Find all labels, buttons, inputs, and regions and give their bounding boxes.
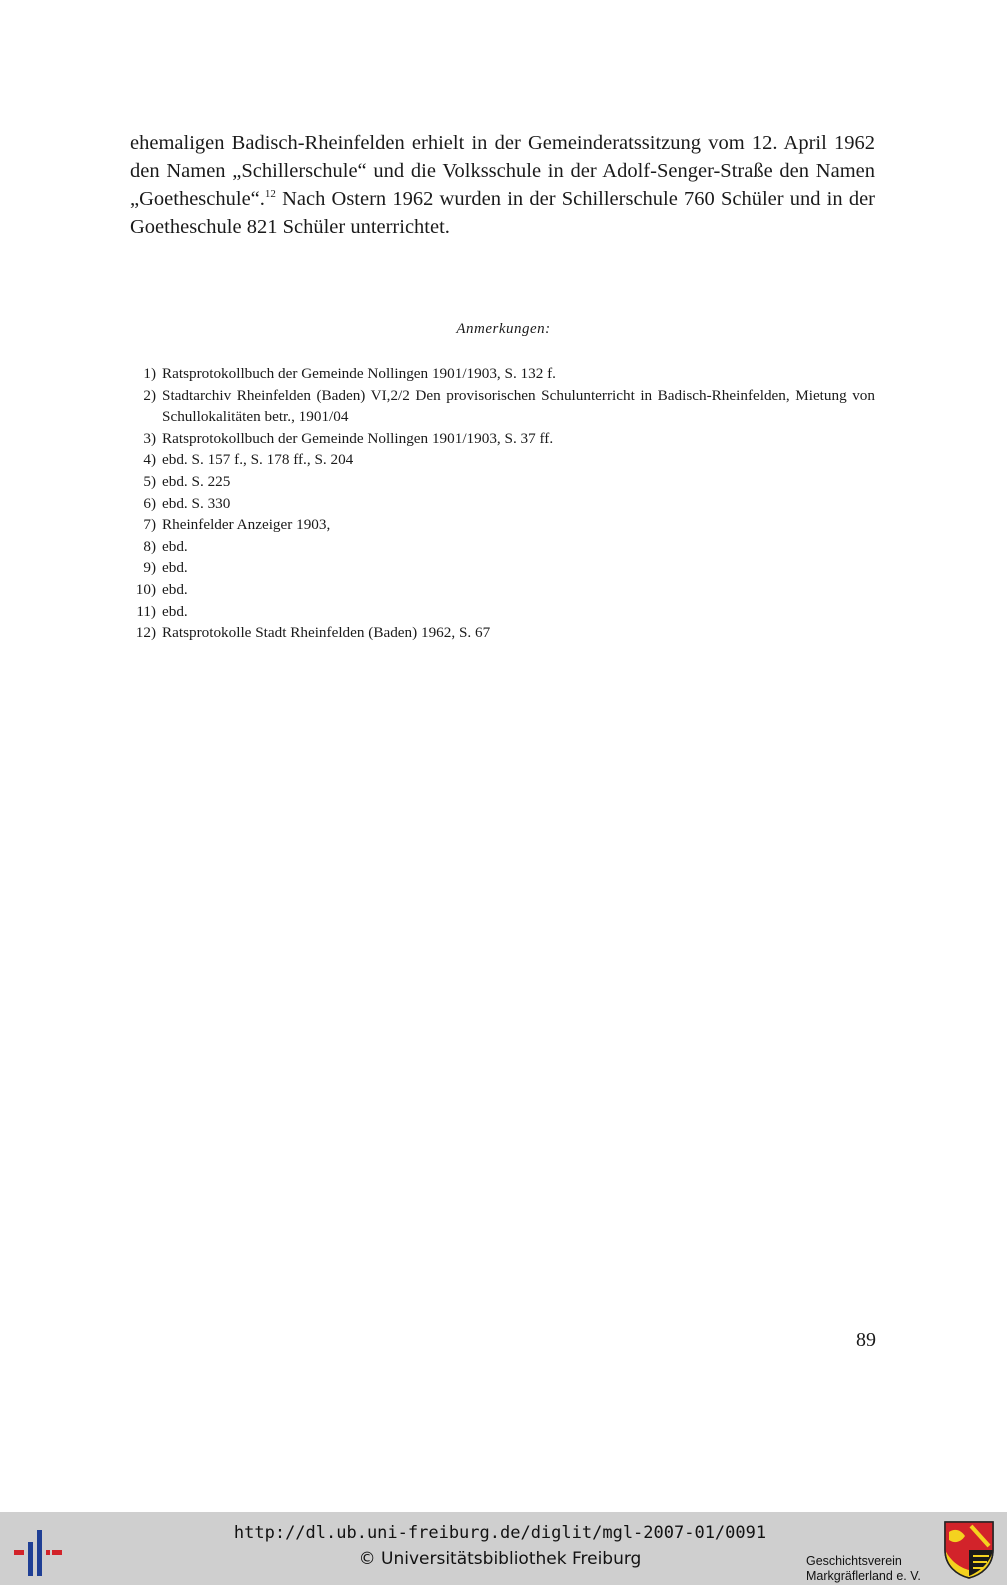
note-text: ebd. <box>162 537 188 555</box>
note-text: Stadtarchiv Rheinfelden (Baden) VI,2/2 Den provisorischen Schulunterricht in Badisch-Rheinfelden, Mietung von Schullokalitäten betr., 1901/04 <box>162 386 875 426</box>
note-item <box>130 363 875 385</box>
society-line: Geschichtsverein <box>806 1554 902 1568</box>
body-text-part: ehemaligen Badisch-Rheinfelden erhielt in der Gemeinderatssitzung vom 12. April 1962 den Namen „Schillerschule“ und die Volksschule in der Adolf-Senger-Straße den Namen „Goetheschule“. <box>130 132 875 210</box>
note-text: Ratsprotokollbuch der Gemeinde Nollingen 1901/1903, S. 132 f. <box>162 365 556 382</box>
footer-bar <box>0 1512 1007 1585</box>
footnote-reference: 12 <box>264 188 276 201</box>
ub-freiburg-logo-icon[interactable] <box>12 1522 64 1578</box>
page-number: 89 <box>856 1329 876 1351</box>
note-number: 7) <box>143 516 156 534</box>
note-text: ebd. <box>162 559 188 577</box>
coat-of-arms-icon <box>943 1520 995 1580</box>
note-number: 3) <box>143 429 156 447</box>
note-item <box>130 385 875 428</box>
note-number: 12) <box>135 624 156 642</box>
note-item <box>130 428 875 450</box>
note-item <box>130 471 875 493</box>
notes-heading: Anmerkungen: <box>456 321 551 337</box>
notes-list <box>130 363 875 644</box>
note-text: Ratsprotokolle Stadt Rheinfelden (Baden) 1962, S. 67 <box>162 624 491 642</box>
note-number: 9) <box>143 559 156 577</box>
society-line: Markgräflerland e. V. <box>806 1569 921 1583</box>
note-number: 5) <box>143 472 156 490</box>
note-number: 6) <box>143 494 156 512</box>
note-number: 8) <box>143 537 156 555</box>
footer-url-link[interactable]: http://dl.ub.uni-freiburg.de/diglit/mgl-2007-01/0091 <box>233 1523 767 1543</box>
footer-society-name <box>806 1554 936 1584</box>
note-number: 11) <box>136 602 156 620</box>
footer-center <box>160 1520 840 1572</box>
note-item <box>130 493 875 515</box>
note-text: ebd. <box>162 580 188 598</box>
note-item <box>130 514 875 536</box>
note-item <box>130 557 875 579</box>
note-item <box>130 579 875 601</box>
note-text: ebd. S. 157 f., S. 178 ff., S. 204 <box>162 451 354 469</box>
note-number: 2) <box>143 386 156 404</box>
note-number: 4) <box>143 451 156 469</box>
body-text <box>130 129 875 241</box>
note-text: ebd. S. 225 <box>162 472 231 490</box>
note-item <box>130 449 875 471</box>
footer-copyright: © Universitätsbibliothek Freiburg <box>358 1549 642 1569</box>
note-text: Rheinfelder Anzeiger 1903, <box>162 516 331 534</box>
body-paragraph <box>130 129 875 241</box>
note-number: 1) <box>143 365 156 382</box>
note-item <box>130 601 875 623</box>
note-text: ebd. S. 330 <box>162 494 231 512</box>
note-item <box>130 622 875 644</box>
note-text: Ratsprotokollbuch der Gemeinde Nollingen 1901/1903, S. 37 ff. <box>162 429 554 447</box>
note-text: ebd. <box>162 602 188 620</box>
note-number: 10) <box>135 580 156 598</box>
note-item <box>130 536 875 558</box>
body-text-part: Nach Ostern 1962 wurden in der Schillerschule 760 Schüler und in der Goetheschule 821 Schüler unterrichtet. <box>130 188 875 238</box>
